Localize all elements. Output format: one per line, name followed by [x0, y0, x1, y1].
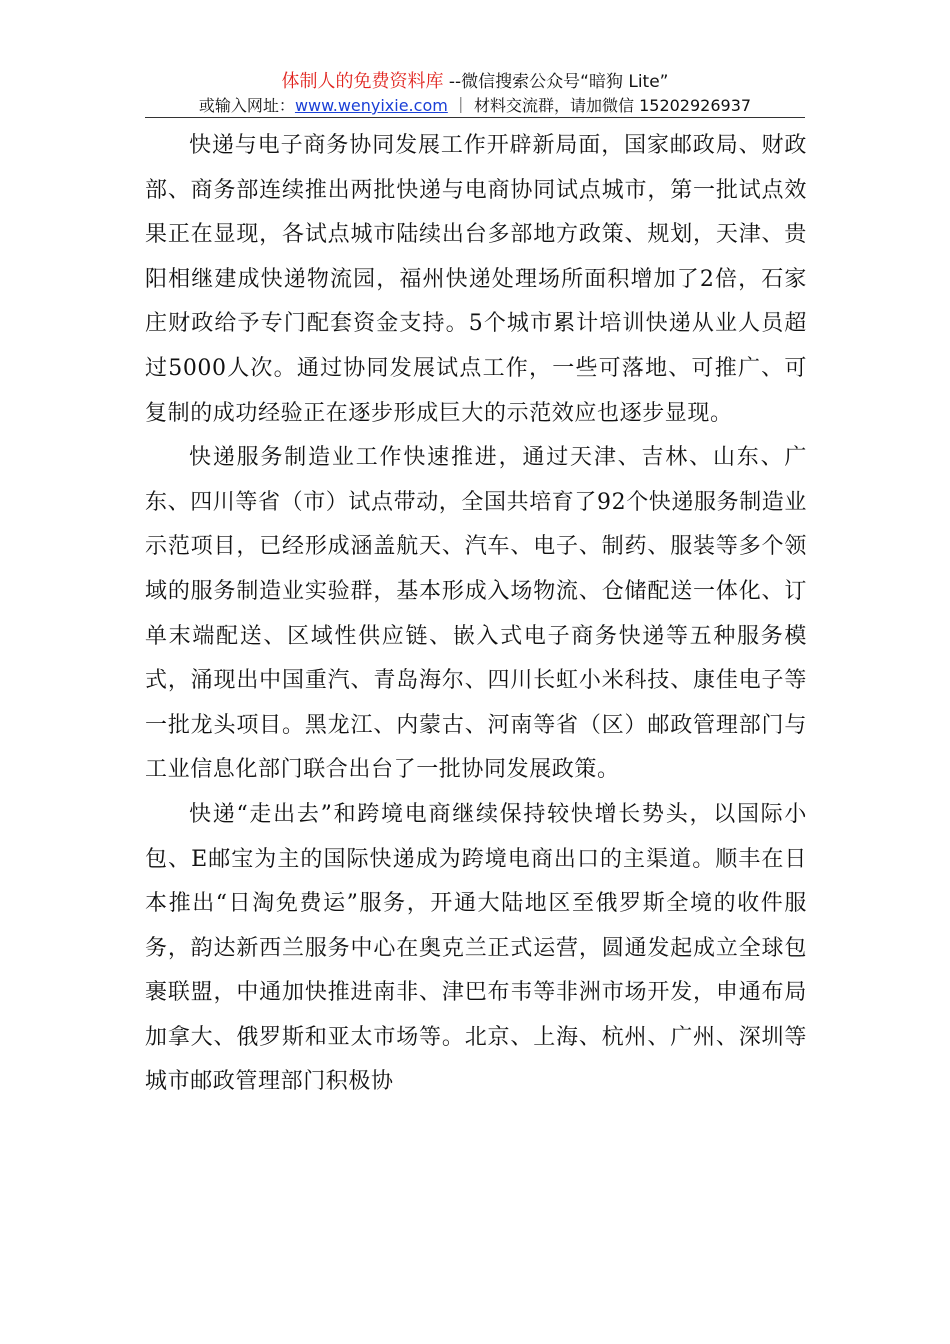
document-body [145, 124, 807, 1105]
header-contact-line [0, 94, 950, 118]
website-link[interactable]: www.wenyixie.com [294, 96, 448, 115]
header-divider [145, 117, 805, 118]
paragraph-manufacturing-service: 快递服务制造业工作快速推进，通过天津、吉林、山东、广东、四川等省（市）试点带动，全国共培育了92个快递服务制造业示范项目，已经形成涵盖航天、汽车、电子、制药、服装等多个领域的服务制造业实验群，基本形成入场物流、仓储配送一体化、订单末端配送、区域性供应链、嵌入式电子商务快递等五种服务模式，涌现出中国重汽、青岛海尔、四川长虹小米科技、康佳电子等一批龙头项目。黑龙江、内蒙古、河南等省（区）邮政管理部门与工业信息化部门联合出台了一批协同发展政策。 [145, 445, 807, 783]
paragraph-ecommerce-collaboration: 快递与电子商务协同发展工作开辟新局面，国家邮政局、财政部、商务部连续推出两批快递与电商协同试点城市，第一批试点效果正在显现，各试点城市陆续出台多部地方政策、规划，天津、贵阳相继建成快递物流园，福州快递处理场所面积增加了2倍，石家庄财政给予专门配套资金支持。5个城市累计培训快递从业人员超过5000人次。通过协同发展试点工作，一些可落地、可推广、可复制的成功经验正在逐步形成巨大的示范效应也逐步显现。 [145, 133, 807, 426]
header-title-line [0, 70, 950, 94]
brand-name: 体制人的免费资料库 [281, 71, 444, 92]
wechat-tagline: --微信搜索公众号“暗狗 Lite” [443, 72, 669, 92]
header-separator: ｜ [447, 96, 474, 115]
page-header [0, 70, 950, 118]
paragraph-going-global: 快递“走出去”和跨境电商继续保持较快增长势头，以国际小包、E邮宝为主的国际快递成为跨境电商出口的主渠道。顺丰在日本推出“日淘免费运”服务，开通大陆地区至俄罗斯全境的收件服务，韵达新西兰服务中心在奥克兰正式运营，圆通发起成立全球包裹联盟，中通加快推进南非、津巴布韦等非洲市场开发，申通布局加拿大、俄罗斯和亚太市场等。北京、上海、杭州、广州、深圳等城市邮政管理部门积极协 [145, 801, 807, 1095]
url-prefix: 或输入网址： [198, 96, 295, 115]
contact-info: 材料交流群，请加微信 15202926937 [474, 96, 752, 115]
